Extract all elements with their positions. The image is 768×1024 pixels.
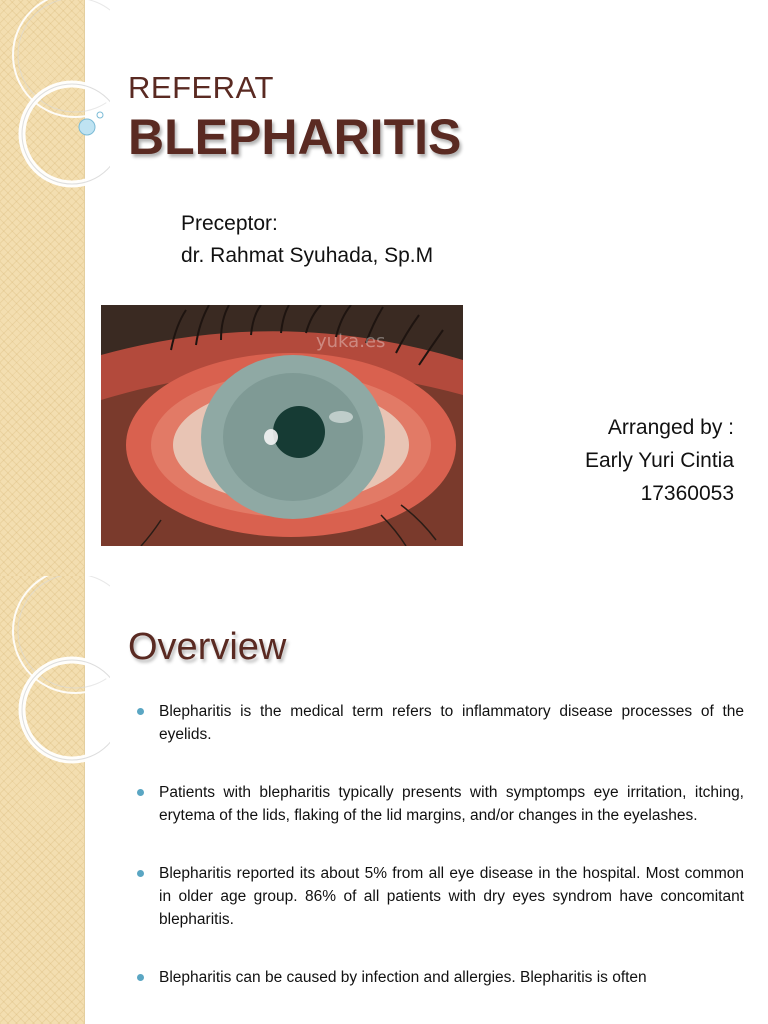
preceptor-label: Preceptor: [181, 212, 278, 235]
bullet-text: Blepharitis reported its about 5% from all eye disease in the hospital. Most common in older age group. 86% of all patients with dry eyes syndrom have concomitant blepharitis. [159, 865, 744, 928]
photo-watermark: yuka.es [316, 331, 386, 352]
decorative-sidebar [0, 576, 85, 1024]
preceptor-name: dr. Rahmat Syuhada, Sp.M [181, 244, 434, 267]
arranged-label: Arranged by : [607, 416, 734, 439]
overview-title: Overview [128, 626, 287, 668]
bullet-icon [137, 974, 144, 981]
title-referat: REFERAT [128, 70, 274, 105]
decorative-rings-icon [0, 576, 110, 1024]
overview-bullets [136, 700, 744, 1024]
bullet-item [136, 862, 744, 931]
bullet-item [136, 700, 744, 746]
overview-slide [0, 576, 768, 1024]
title-blepharitis: BLEPHARITIS [128, 109, 462, 165]
bullet-item [136, 781, 744, 827]
bullet-icon [137, 708, 144, 715]
bullet-text: Patients with blepharitis typically presents with symptomps eye irritation, itching, erytema of the lids, flaking of the lid margins, and/or changes in the eyelashes. [159, 784, 744, 824]
arranged-id: 17360053 [640, 482, 734, 505]
bullet-text: Blepharitis can be caused by infection and allergies. Blepharitis is often [159, 969, 647, 986]
bullet-text: Blepharitis is the medical term refers to inflammatory disease processes of the eyelids. [159, 703, 744, 743]
bullet-item [136, 966, 744, 989]
bullet-icon [137, 789, 144, 796]
eye-photo [101, 305, 463, 546]
bullet-icon [137, 870, 144, 877]
decorative-sidebar [0, 0, 85, 576]
arranged-name: Early Yuri Cintia [584, 449, 734, 472]
decorative-rings-icon [0, 0, 110, 576]
